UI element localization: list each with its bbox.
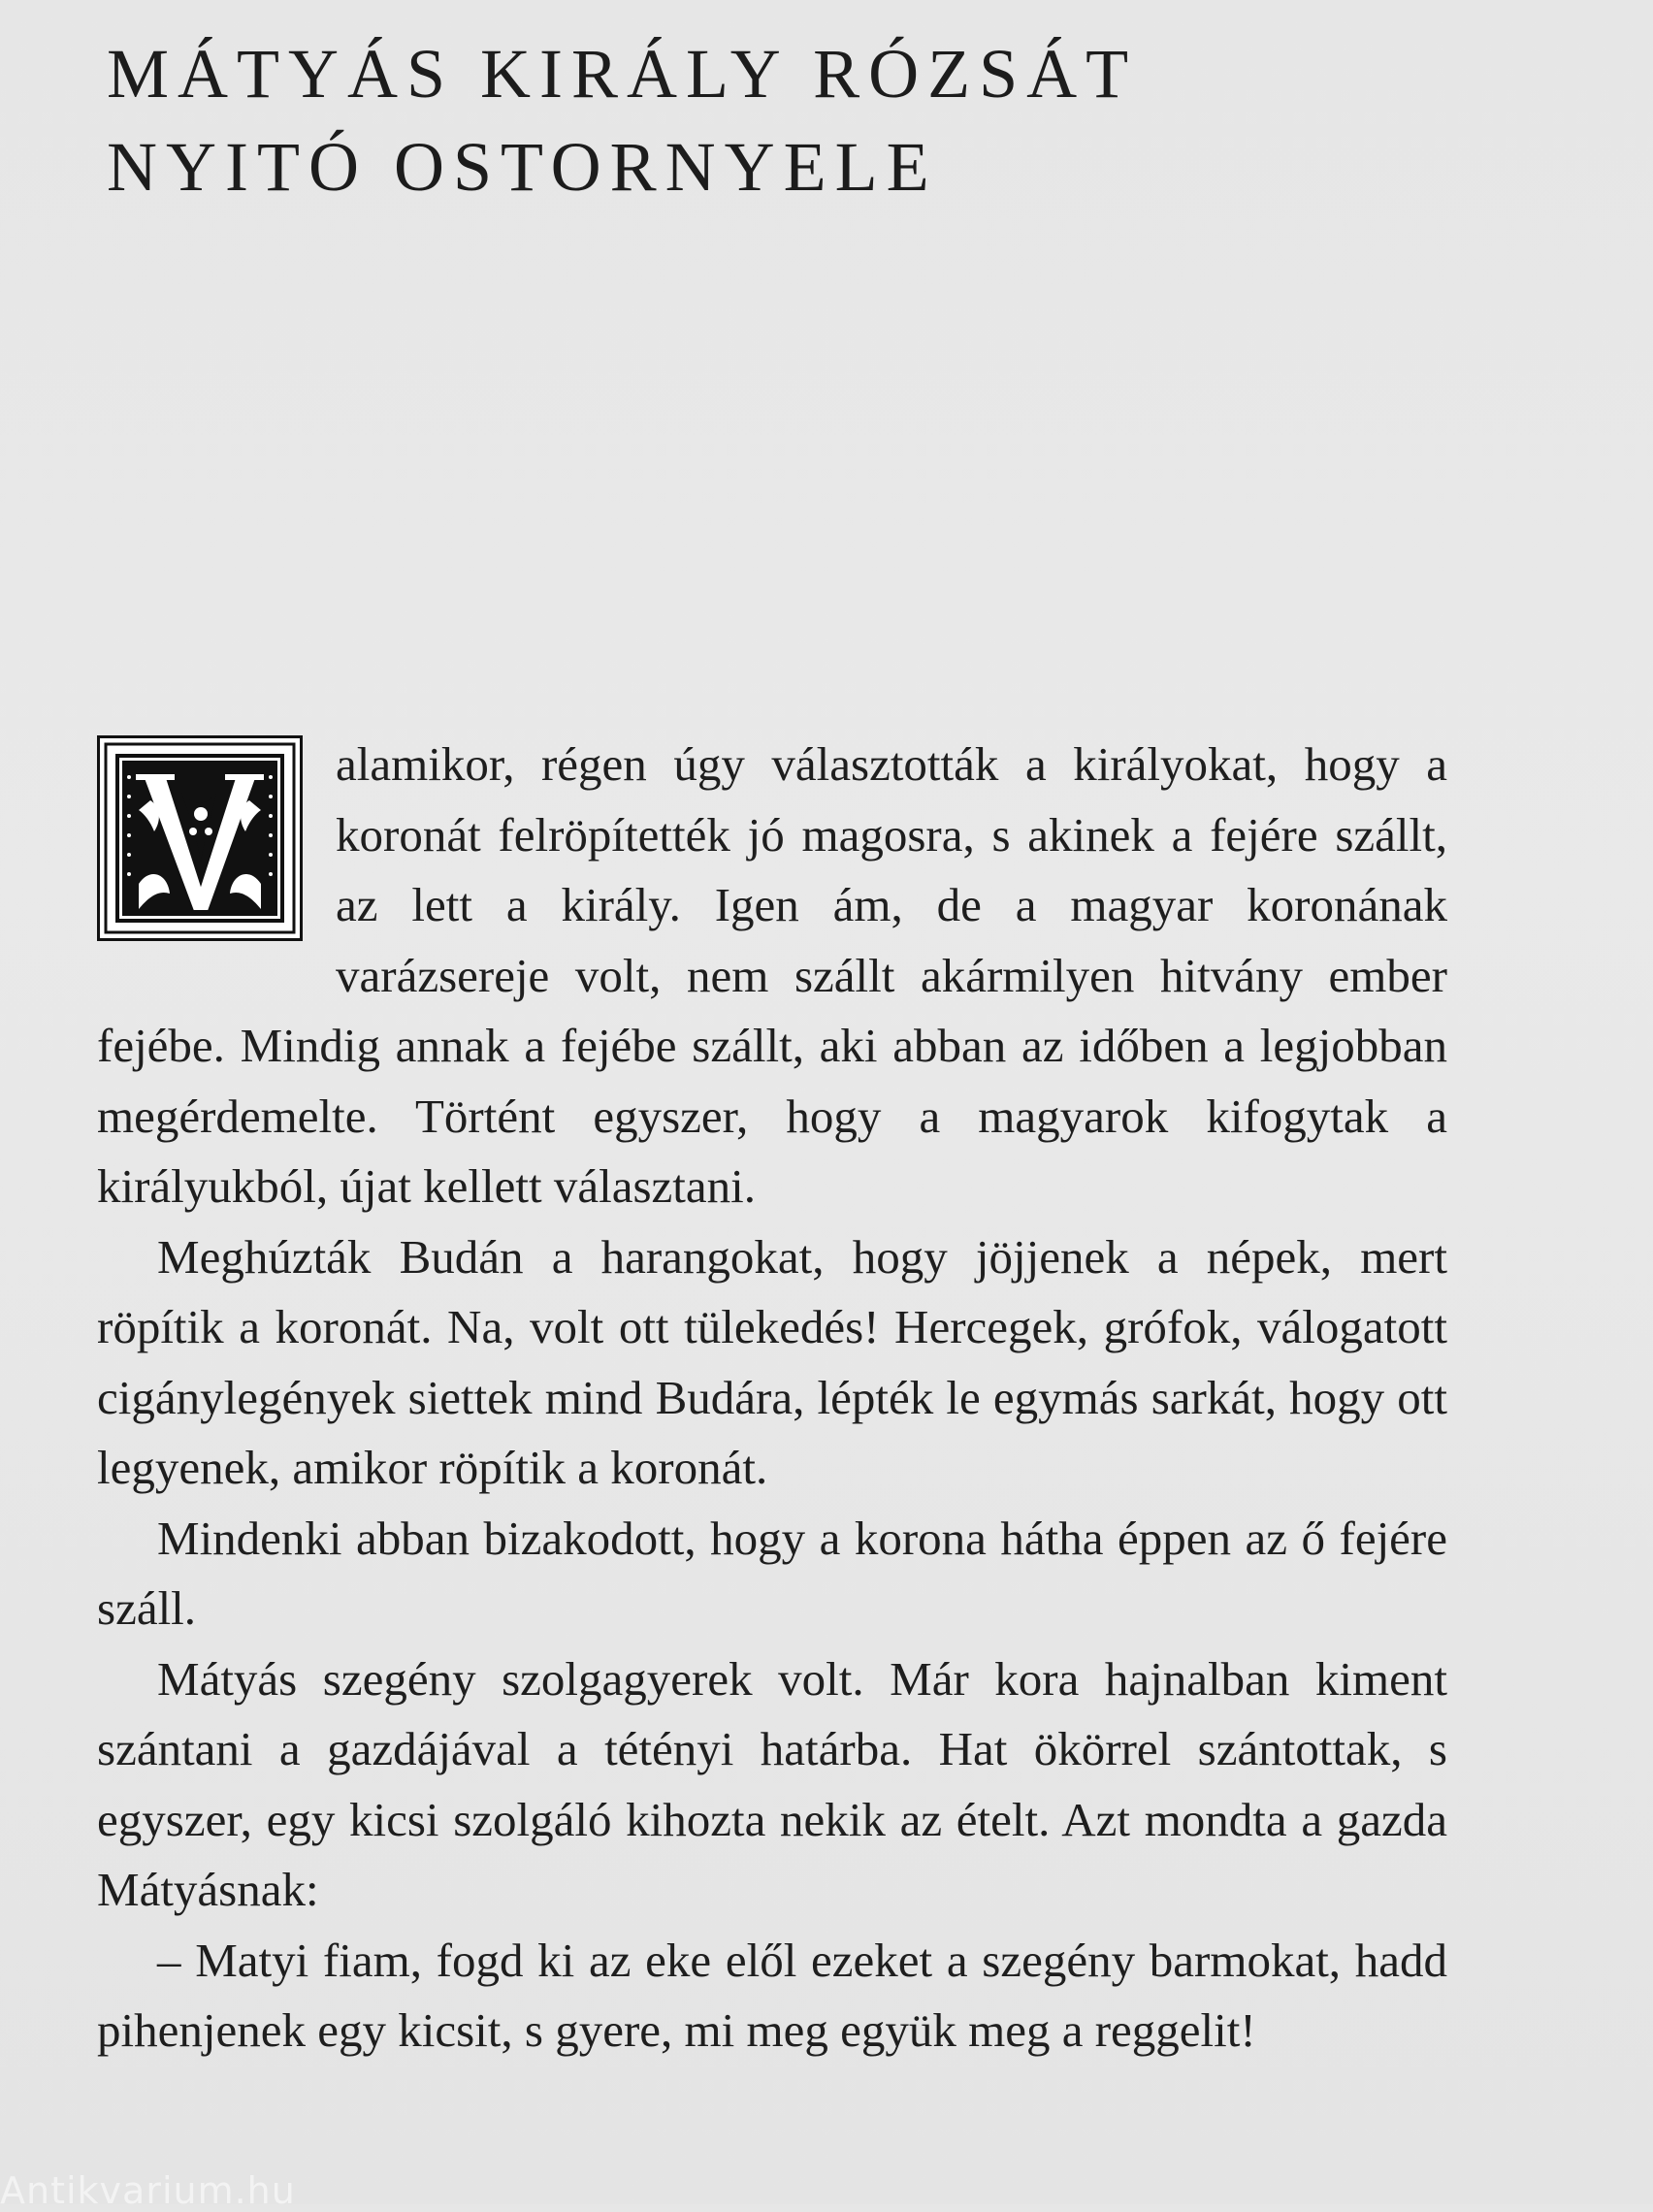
story-text [97, 730, 1447, 2066]
ornamental-initial-v-icon [97, 735, 303, 941]
paragraph-1 [97, 730, 1447, 1222]
paragraph-4: Mátyás szegény szolgagyerek volt. Már kora hajnalban kiment szántani a gazdájával a tétényi határba. Hat ökörrel szántottak, s egyszer, egy kicsi szolgáló kihozta nekik az ételt. Azt mondta a gazda Mátyásnak: [97, 1651, 1447, 1916]
chapter-title [107, 27, 1137, 213]
watermark: Antikvarium.hu [0, 2169, 296, 2212]
paragraph-1-text: alamikor, régen úgy választották a királyokat, hogy a koronát felröpítették jó magosra, s akinek a fejére szállt, az lett a király. Igen ám, de a magyar koronának varázsereje volt, nem szállt akármilyen hitvány ember fejébe. Mindig annak a fejébe szállt, aki abban az időben a legjobban megérdemelte. Történt egyszer, hogy a magyarok kifogytak a királyukból, újat kellett választani. [97, 737, 1447, 1213]
chapter-title-line-1: MÁTYÁS KIRÁLY RÓZSÁT [107, 35, 1138, 113]
paragraph-5: – Matyi fiam, fogd ki az eke elől ezeket a szegény barmokat, hadd pihenjenek egy kicsit, s gyere, mi meg együk meg a reggelit! [97, 1933, 1447, 2057]
chapter-title-line-2: NYITÓ OSTORNYELE [107, 128, 938, 206]
paragraph-3: Mindenki abban bizakodott, hogy a korona hátha éppen az ő fejére száll. [97, 1511, 1447, 1635]
paragraph-2: Meghúzták Budán a harangokat, hogy jöjjenek a népek, mert röpítik a koronát. Na, volt ott tülekedés! Hercegek, grófok, válogatott cigánylegények siettek mind Budára, lépték le egymás sarkát, hogy ott legyenek, amikor röpítik a koronát. [97, 1229, 1447, 1494]
